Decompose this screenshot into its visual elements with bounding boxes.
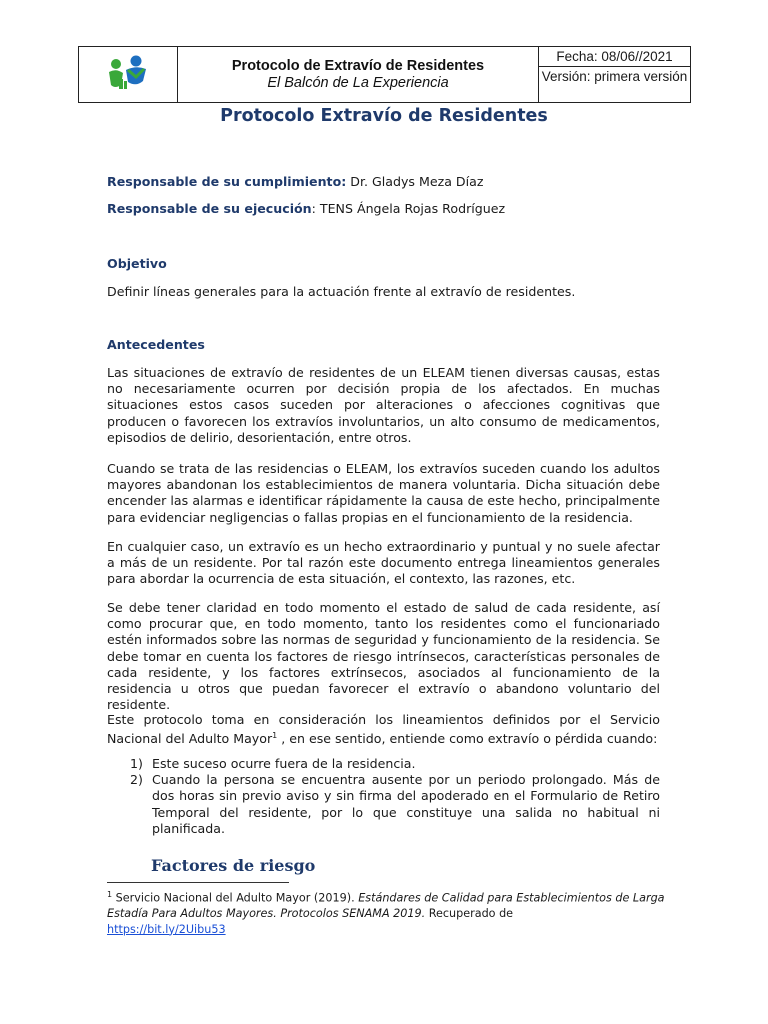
- header-table: [78, 46, 691, 103]
- antecedentes-paragraph-5: [107, 712, 660, 748]
- antecedentes-paragraph-3: En cualquier caso, un extravío es un hecho extraordinario y puntual y no suele afectar a más de un residente. Por tal razón este documento entrega lineamientos generales para abordar la ocurrencia de esta situación, el contexto, las razones, etc.: [107, 539, 660, 587]
- objetivo-heading: Objetivo: [107, 256, 167, 271]
- antecedentes-paragraph-1: Las situaciones de extravío de residentes de un ELEAM tienen diversas causas, estas no necesariamente ocurren por decisión propia de los afectados. En muchas situaciones estos casos suceden por alteraciones o afecciones cognitivas que producen o favorecen los extravíos involuntarios, un alto consumo de medicamentos, episodios de delirio, desorientación, entre otros.: [107, 365, 660, 445]
- header-title-cell: [178, 47, 539, 102]
- p5-text-b: , en ese sentido, entiende como extravío o pérdida cuando:: [277, 731, 658, 747]
- antecedentes-heading: Antecedentes: [107, 337, 205, 352]
- list-item-text: Este suceso ocurre fuera de la residencia.: [152, 756, 416, 771]
- header-meta-cell: [539, 47, 690, 102]
- responsable-ejecucion: [107, 201, 660, 217]
- footnote-separator: [107, 882, 289, 883]
- responsable-cumplimiento: [107, 174, 660, 190]
- footnote-title: Estándares de Calidad para Establecimientos de Larga Estadía Para Adultos Mayores. Protocolos SENAMA 2019.: [107, 891, 665, 921]
- footnote-ref: 1: [272, 731, 278, 741]
- elderly-family-logo-icon: [106, 55, 150, 95]
- logo-cell: [79, 47, 178, 102]
- list-item-text: Cuando la persona se encuentra ausente por un periodo prolongado. Más de dos horas sin previo aviso y sin firma del apoderado en el Formulario de Retiro Temporal del residente, por lo que constituye una salida no habitual ni planificada.: [152, 772, 660, 836]
- antecedentes-paragraph-4: Se debe tener claridad en todo momento el estado de salud de cada residente, así como procurar que, en todo momento, tanto los residentes como el funcionariado estén informados sobre las normas de seguridad y funcionamiento de la residencia. Se debe tomar en cuenta los factores de riesgo intrínsecos, características personales de cada residente, y los factores extrínsecos, asociados al funcionamiento de la residencia u otros que puedan favorecer el extravío o abandono voluntario del residente.: [107, 600, 660, 713]
- footnote: [107, 887, 667, 937]
- responsable-cumplimiento-value: Dr. Gladys Meza Díaz: [346, 174, 484, 189]
- header-subtitle: El Balcón de La Experiencia: [267, 75, 449, 91]
- factores-heading: Factores de riesgo: [151, 856, 316, 875]
- responsable-ejecucion-value: : TENS Ángela Rojas Rodríguez: [311, 201, 506, 216]
- responsable-ejecucion-label: Responsable de su ejecución: [107, 201, 312, 216]
- responsable-cumplimiento-label: Responsable de su cumplimiento:: [107, 174, 347, 189]
- objetivo-text: Definir líneas generales para la actuación frente al extravío de residentes.: [107, 284, 576, 299]
- header-date: Fecha: 08/06//2021: [539, 47, 690, 67]
- footnote-number: 1: [107, 890, 113, 899]
- list-item-number: 1): [130, 756, 143, 771]
- header-title: Protocolo de Extravío de Residentes: [231, 58, 485, 74]
- criteria-list: [130, 756, 660, 837]
- antecedentes-paragraph-2: Cuando se trata de las residencias o ELEAM, los extravíos suceden cuando los adultos mayores abandonan los establecimientos de manera voluntaria. Dicha situación debe encender las alarmas e identificar rápidamente la causa de este hecho, principalmente para evidenciar negligencias o fallas propias en el funcionamiento de la residencia.: [107, 461, 660, 525]
- header-version: Versión: primera versión: [541, 69, 688, 84]
- document-title: Protocolo Extravío de Residentes: [220, 106, 548, 126]
- footnote-link[interactable]: https://bit.ly/2Uibu53: [107, 922, 226, 936]
- list-item-number: 2): [130, 772, 143, 788]
- p5-text-a: Este protocolo toma en consideración los lineamientos definidos por el Servicio Nacional del Adulto Mayor: [107, 712, 660, 747]
- footnote-text-a: Servicio Nacional del Adulto Mayor (2019).: [112, 891, 359, 905]
- list-item: [130, 756, 660, 772]
- list-item: [130, 772, 660, 837]
- footnote-text-b: Recuperado de: [425, 907, 514, 921]
